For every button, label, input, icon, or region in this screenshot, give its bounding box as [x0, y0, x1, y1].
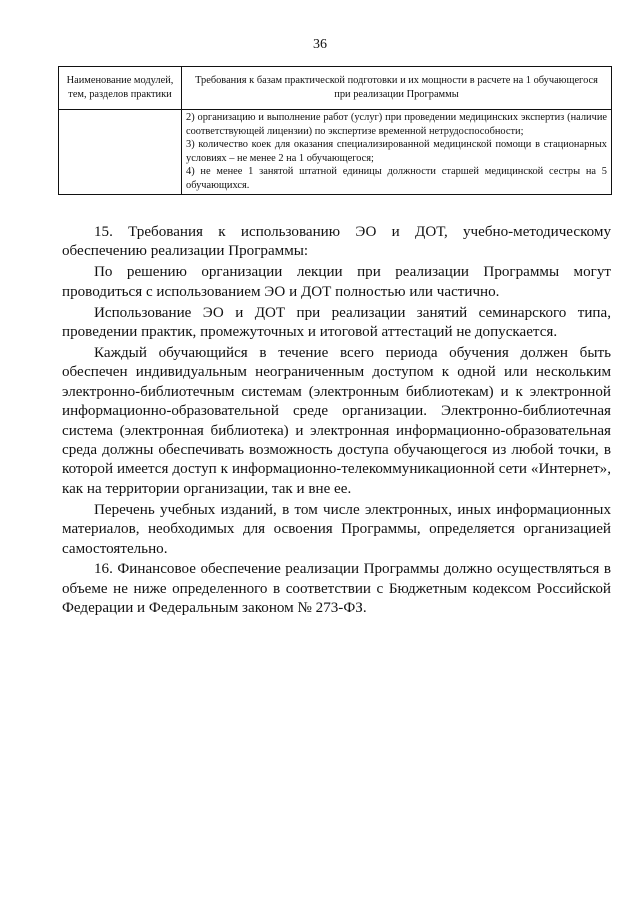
- paragraph: Использование ЭО и ДОТ при реализации занятий семинарского типа, проведении практик, промежуточных и итоговой аттестаций не допускается.: [62, 304, 611, 341]
- paragraph-15-heading: 15. Требования к использованию ЭО и ДОТ, учебно-методическому обеспечению реализации Программы:: [62, 224, 611, 260]
- body-text: [62, 223, 611, 620]
- paragraph-16: 16. Финансовое обеспечение реализации Программы должно осуществляться в объеме не ниже определенного в соответствии с Бюджетным кодексом Российской Федерации и Федеральным законом № 273-ФЗ.: [62, 561, 611, 617]
- header-modules: Наименование модулей, тем, разделов практики: [59, 67, 182, 110]
- header-requirements: Требования к базам практической подготовки и их мощности в расчете на 1 обучающегося при реализации Программы: [182, 67, 612, 110]
- requirements-table: [58, 66, 612, 195]
- paragraph: Перечень учебных изданий, в том числе электронных, иных информационных материалов, необходимых для освоения Программы, определяется организацией самостоятельно.: [62, 501, 611, 557]
- requirement-item: 2) организацию и выполнение работ (услуг) при проведении медицинских экспертиз (наличие соответствующей лицензии) по экспертизе временной нетрудоспособности;: [186, 112, 607, 137]
- cell-modules: [59, 110, 182, 195]
- cell-requirements: [182, 110, 612, 195]
- requirement-item: 3) количество коек для оказания специализированной медицинской помощи в стационарных условиях – не менее 2 на 1 обучающегося;: [186, 139, 607, 164]
- paragraph: По решению организации лекции при реализации Программы могут проводиться с использованием ЭО и ДОТ полностью или частично.: [62, 264, 611, 300]
- table-header-row: [59, 67, 612, 110]
- paragraph: Каждый обучающийся в течение всего периода обучения должен быть обеспечен индивидуальным неограниченным доступом к одной или нескольким электронно-библиотечным системам (электронным библиотекам) и к электронной информационно-образовательной среде организации. Электронно-библиотечная система (электронная библиотека) и электронная информационно-образовательная среда должны обеспечивать возможность доступа обучающегося из любой точки, в которой имеется доступ к информационно-телекоммуникационной сети «Интернет», как на территории организации, так и вне ее.: [62, 344, 611, 497]
- table-row: [59, 110, 612, 195]
- page-number: 36: [313, 37, 327, 52]
- requirement-item: 4) не менее 1 занятой штатной единицы должности старшей медицинской сестры на 5 обучающихся.: [186, 166, 607, 191]
